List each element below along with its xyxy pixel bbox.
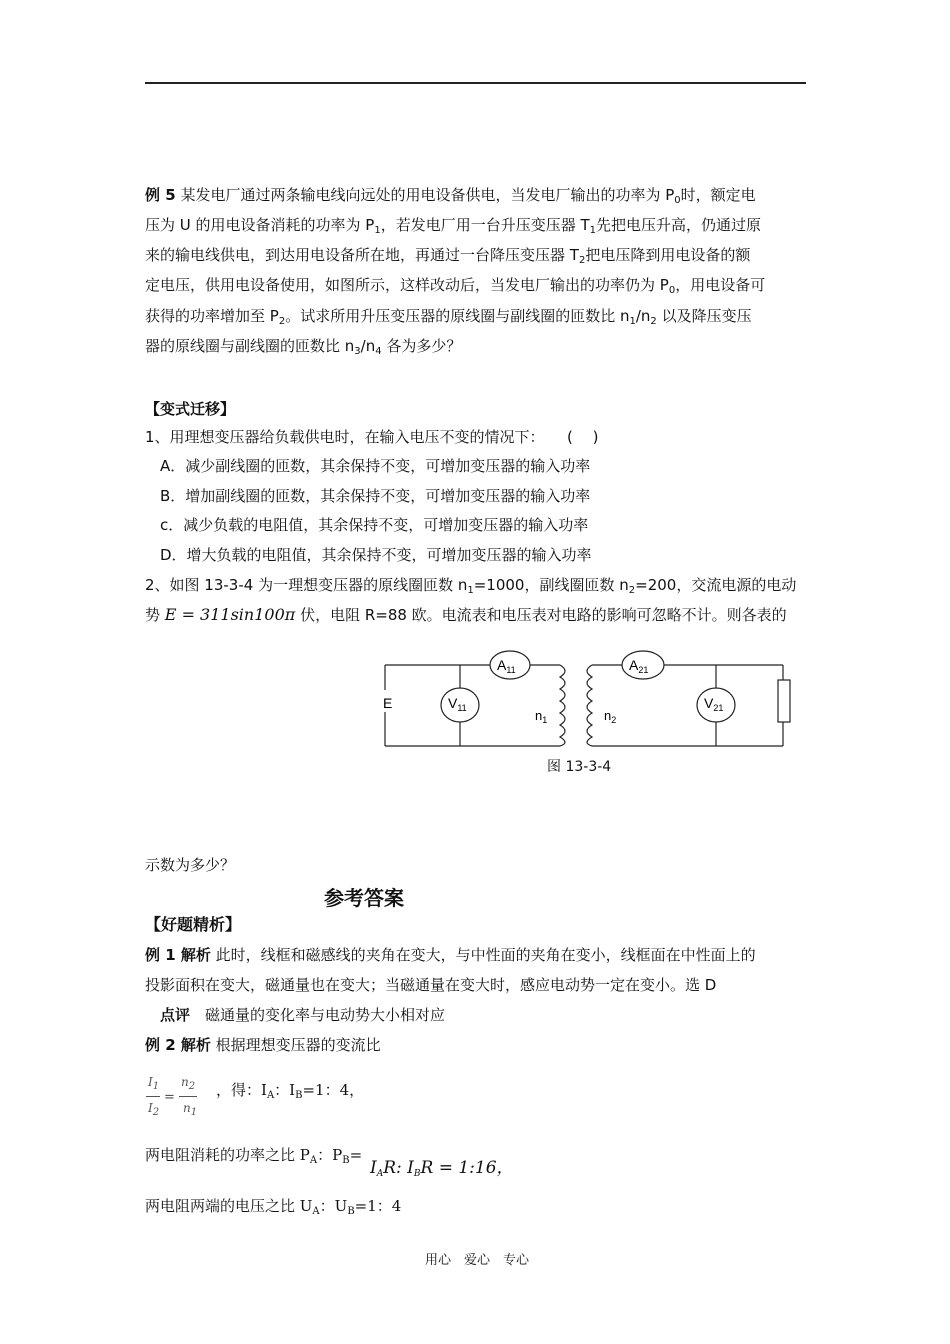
question-1: 1、用理想变压器给负载供电时，在输入电压不变的情况下： ( ) bbox=[145, 428, 599, 446]
frac-bar-right bbox=[179, 1096, 197, 1097]
a21-label bbox=[629, 657, 648, 675]
page-footer: 用心 爱心 专心 bbox=[425, 1253, 530, 1268]
sub: 2 bbox=[152, 1107, 160, 1118]
text: ， bbox=[496, 1158, 514, 1178]
text: A bbox=[497, 657, 507, 673]
text: 两电阻两端的电压之比 U bbox=[145, 1197, 313, 1215]
text: = bbox=[349, 1146, 363, 1164]
sub: B bbox=[347, 1206, 355, 1217]
ex5-label: 例 5 bbox=[145, 186, 176, 204]
sub: 1 bbox=[152, 1081, 160, 1092]
ex1-label: 例 1 解析 bbox=[145, 946, 211, 964]
ex2-label: 例 2 解析 bbox=[145, 1036, 211, 1054]
sub: A bbox=[376, 1169, 384, 1179]
text: 某发电厂通过两条输电线向远处的用电设备供电，当发电厂输出的功率为 P bbox=[175, 186, 675, 204]
sub: 1 bbox=[542, 715, 548, 725]
text: /n bbox=[360, 337, 376, 355]
question-2-line-1 bbox=[145, 575, 796, 595]
text: 先把电压升高，仍通过原 bbox=[596, 216, 762, 234]
sub: B bbox=[295, 1090, 303, 1101]
ex5-line-3 bbox=[145, 245, 750, 265]
text: 2、如图 13-3-4 为一理想变压器的原线圈匝数 n bbox=[145, 576, 468, 594]
emf-formula: E = 311sin100π bbox=[164, 605, 296, 624]
n2-label bbox=[604, 708, 616, 725]
ex5-line-5 bbox=[145, 306, 752, 326]
option-b: B．增加副线圈的匝数，其余保持不变，可增加变压器的输入功率 bbox=[160, 487, 591, 505]
text: n bbox=[535, 708, 543, 723]
text: =1：4， bbox=[302, 1081, 365, 1099]
frac-n2 bbox=[181, 1075, 196, 1092]
text: 伏，电阻 R=88 欧。电流表和电压表对电路的影响可忽略不计。则各表的 bbox=[300, 606, 787, 624]
answers-section-title: 【好题精析】 bbox=[145, 915, 242, 934]
text: 定电压，供用电设备使用，如图所示，这样改动后，当发电厂输出的功率仍为 P bbox=[145, 276, 669, 294]
text: 来的输电线供电，到达用电设备所在地，再通过一台降压变压器 T bbox=[145, 246, 579, 264]
ex5-line-1 bbox=[145, 185, 756, 205]
ex5-line-2 bbox=[145, 215, 761, 235]
current-ratio bbox=[216, 1080, 364, 1100]
text: R = 1:16 bbox=[420, 1158, 497, 1178]
n1-label bbox=[535, 708, 547, 725]
sub: 1 bbox=[190, 1107, 198, 1118]
question-2-line-2 bbox=[145, 605, 787, 625]
equals-sign: = bbox=[164, 1090, 175, 1105]
frac-bar-left bbox=[146, 1096, 160, 1097]
header-rule bbox=[145, 82, 806, 84]
text: 各为多少？ bbox=[381, 337, 462, 355]
sub: 2 bbox=[611, 715, 617, 725]
sub: 2 bbox=[188, 1081, 196, 1092]
text: I bbox=[370, 1158, 377, 1178]
option-a: A．减少副线圈的匝数，其余保持不变，可增加变压器的输入功率 bbox=[160, 457, 591, 475]
option-c: c．减少负载的电阻值，其余保持不变，可增加变压器的输入功率 bbox=[160, 516, 589, 534]
text: I bbox=[148, 1101, 153, 1115]
power-formula bbox=[370, 1153, 514, 1178]
text: ：I bbox=[274, 1081, 296, 1099]
answers-heading: 参考答案 bbox=[324, 886, 404, 910]
text: A bbox=[629, 657, 639, 673]
frac-i2 bbox=[148, 1101, 160, 1118]
text: ，若发电厂用一台升压变压器 T bbox=[380, 216, 590, 234]
sub: 0 bbox=[674, 195, 681, 206]
text: ：U bbox=[319, 1197, 348, 1215]
ex2-line-1 bbox=[145, 1035, 381, 1055]
sub: 2 bbox=[578, 255, 586, 266]
text: n bbox=[181, 1075, 189, 1089]
sub: 1 bbox=[467, 585, 474, 596]
text: ，用电设备可 bbox=[675, 276, 766, 294]
text: =200，交流电源的电动 bbox=[635, 576, 797, 594]
text: 器的原线圈与副线圈的匝数比 n bbox=[145, 337, 355, 355]
sub: A bbox=[312, 1206, 320, 1217]
sub: 1 bbox=[589, 225, 597, 236]
frac-n1 bbox=[183, 1101, 198, 1118]
ex1-line-1 bbox=[145, 945, 756, 965]
sub: A bbox=[266, 1090, 275, 1101]
text: n bbox=[604, 708, 612, 723]
text: 两电阻消耗的功率之比 P bbox=[145, 1146, 310, 1164]
text: V bbox=[448, 695, 458, 711]
text: 把电压降到用电设备的额 bbox=[585, 246, 751, 264]
sub: 0 bbox=[668, 285, 676, 296]
text: ：P bbox=[317, 1146, 343, 1164]
comment-label: 点评 bbox=[160, 1006, 191, 1024]
v21-label bbox=[704, 695, 723, 713]
sub: 21 bbox=[713, 703, 724, 713]
ex5-line-6 bbox=[145, 336, 461, 356]
text: 磁通量的变化率与电动势大小相对应 bbox=[190, 1006, 446, 1024]
text: I bbox=[148, 1075, 153, 1089]
sub: 4 bbox=[375, 346, 382, 357]
ex1-line-2: 投影面积在变大，磁通量也在变大；当磁通量在变大时，感应电动势一定在变小。选 D bbox=[145, 976, 717, 994]
sub: 3 bbox=[354, 346, 361, 357]
sub: 2 bbox=[650, 316, 657, 327]
text: =1：4 bbox=[354, 1197, 402, 1215]
power-ratio bbox=[145, 1145, 362, 1165]
source-label: E bbox=[383, 695, 393, 711]
text: ，得：I bbox=[216, 1081, 267, 1099]
text: R: I bbox=[383, 1158, 414, 1178]
v11-label bbox=[448, 695, 467, 713]
sub: 11 bbox=[457, 703, 467, 713]
text: =1000，副线圈匝数 n bbox=[473, 576, 629, 594]
figure-caption: 图 13-3-4 bbox=[547, 759, 612, 775]
voltage-ratio bbox=[145, 1196, 401, 1216]
sub: B bbox=[342, 1155, 350, 1166]
option-d: D．增大负载的电阻值，其余保持不变，可增加变压器的输入功率 bbox=[160, 546, 592, 564]
sub: 1 bbox=[374, 225, 381, 236]
sub: 21 bbox=[638, 665, 649, 675]
text: 以及降压变压 bbox=[656, 307, 752, 325]
sub: 2 bbox=[628, 585, 636, 596]
text: n bbox=[183, 1101, 191, 1115]
sub: A bbox=[309, 1155, 318, 1166]
text: 势 bbox=[145, 606, 161, 624]
text: 压为 U 的用电设备消耗的功率为 P bbox=[145, 216, 375, 234]
frac-i1 bbox=[148, 1075, 160, 1092]
sub: B bbox=[413, 1169, 421, 1179]
sub: 2 bbox=[278, 316, 286, 327]
comment-line bbox=[160, 1005, 445, 1025]
text: V bbox=[704, 695, 714, 711]
text: /n bbox=[635, 307, 651, 325]
text: 根据理想变压器的变流比 bbox=[210, 1036, 381, 1054]
sub: 1 bbox=[629, 316, 636, 327]
variant-title: 【变式迁移】 bbox=[145, 400, 236, 418]
transformer-circuit-diagram bbox=[0, 650, 950, 770]
a11-label bbox=[497, 657, 516, 675]
question-2-line-3: 示数为多少？ bbox=[145, 856, 236, 874]
text: 时，额定电 bbox=[680, 186, 756, 204]
sub: 11 bbox=[506, 665, 516, 675]
text: 此时，线框和磁感线的夹角在变大，与中性面的夹角在变小，线框面在中性面上的 bbox=[210, 946, 756, 964]
ex5-line-4 bbox=[145, 275, 765, 295]
text: 获得的功率增加至 P bbox=[145, 307, 279, 325]
text: 。试求所用升压变压器的原线圈与副线圈的匝数比 n bbox=[285, 307, 630, 325]
